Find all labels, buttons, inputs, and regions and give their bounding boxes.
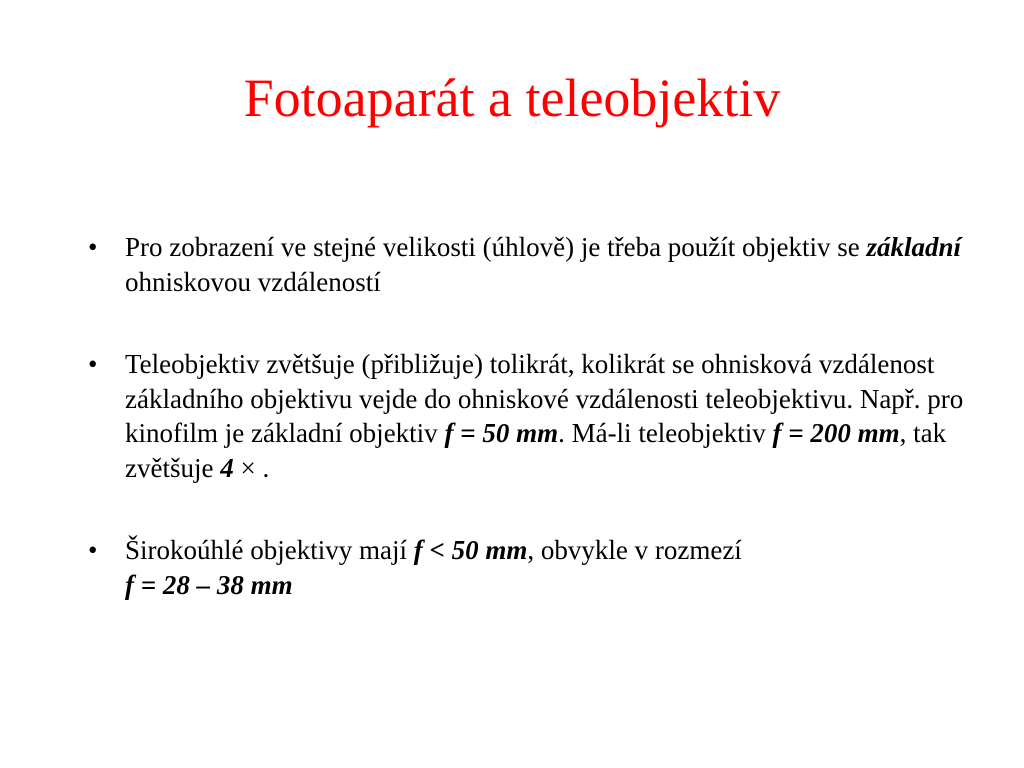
bullet-text: × . bbox=[233, 452, 270, 483]
magnification-value: 4 bbox=[220, 452, 234, 483]
bullet-item-3 bbox=[88, 533, 968, 602]
bullet-dot-icon: • bbox=[88, 349, 98, 379]
focal-length-tele: f = 200 mm bbox=[772, 418, 900, 448]
slide-title: Fotoaparát a teleobjektiv bbox=[243, 68, 781, 128]
bullet-text: , tak zvětšuje bbox=[125, 418, 947, 483]
bullet-text: Širokoúhlé objektivy mají bbox=[125, 535, 414, 565]
bullet-list bbox=[88, 230, 968, 602]
focal-length-range: f = 28 – 38 mm bbox=[125, 569, 293, 600]
bold-italic-term: základní bbox=[866, 232, 962, 262]
bullet-text: ohniskovou vzdáleností bbox=[125, 266, 381, 297]
focal-length-wide: f < 50 mm bbox=[413, 535, 528, 565]
bullet-item-1 bbox=[88, 230, 968, 299]
bullet-item-2 bbox=[88, 347, 968, 485]
bullet-dot-icon: • bbox=[88, 535, 98, 565]
bullet-text: Teleobjektiv zvětšuje (přibližuje) tolikrát, kolikrát se ohnisková vzdálenost základního objektivu vejde do ohniskové vzdálenosti teleobjektivu. Např. pro kinofilm je základní objektiv bbox=[125, 349, 964, 448]
focal-length-base: f = 50 mm bbox=[444, 418, 559, 448]
bullet-dot-icon: • bbox=[88, 232, 98, 262]
bullet-text: , obvykle v rozmezí bbox=[527, 535, 742, 565]
bullet-text: Pro zobrazení ve stejné velikosti (úhlově) je třeba použít objektiv se bbox=[125, 232, 867, 262]
bullet-text: . Má-li teleobjektiv bbox=[558, 418, 773, 448]
